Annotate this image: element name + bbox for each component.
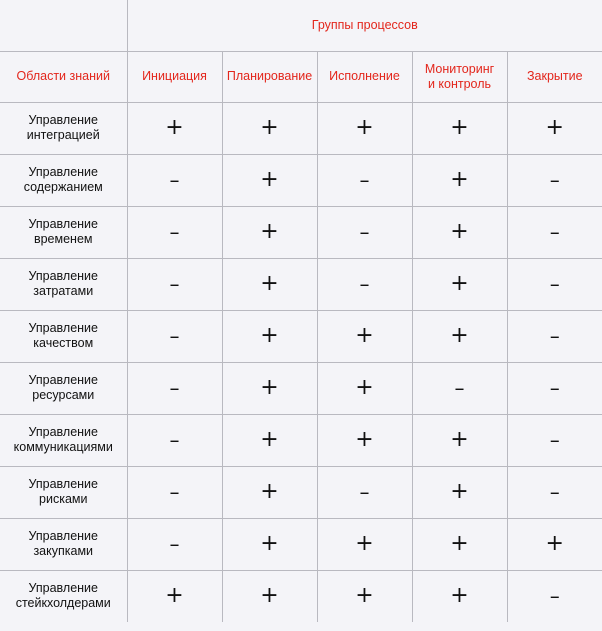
minus-mark-cell: – [127,154,222,206]
column-header: Закрытие [507,51,602,102]
knowledge-area-label: Управление ресурсами [0,362,127,414]
table-row [0,518,602,570]
column-header: Инициация [127,51,222,102]
plus-mark-cell: + [412,258,507,310]
minus-mark-cell: – [127,206,222,258]
plus-mark-cell: + [317,518,412,570]
knowledge-areas-header: Области знаний [0,51,127,102]
knowledge-area-label: Управление стейкхолдерами [0,570,127,622]
knowledge-area-label: Управление содержанием [0,154,127,206]
plus-mark-cell: + [127,570,222,622]
plus-mark-cell: + [317,414,412,466]
table-row [0,466,602,518]
minus-mark-cell: – [507,570,602,622]
plus-mark-cell: + [507,518,602,570]
plus-mark-cell: + [507,102,602,154]
plus-mark-cell: + [222,206,317,258]
minus-mark-cell: – [507,258,602,310]
plus-mark-cell: + [412,206,507,258]
corner-empty-cell [0,0,127,51]
minus-mark-cell: – [507,310,602,362]
plus-mark-cell: + [412,154,507,206]
column-header: Мониторинг и контроль [412,51,507,102]
plus-mark-cell: + [412,414,507,466]
plus-mark-cell: + [317,570,412,622]
table-row [0,206,602,258]
minus-mark-cell: – [127,362,222,414]
minus-mark-cell: – [412,362,507,414]
table-row [0,258,602,310]
minus-mark-cell: – [317,206,412,258]
plus-mark-cell: + [412,518,507,570]
minus-mark-cell: – [507,362,602,414]
minus-mark-cell: – [317,154,412,206]
knowledge-area-label: Управление качеством [0,310,127,362]
minus-mark-cell: – [127,310,222,362]
minus-mark-cell: – [507,414,602,466]
minus-mark-cell: – [507,466,602,518]
plus-mark-cell: + [222,310,317,362]
plus-mark-cell: + [222,258,317,310]
table-row [0,362,602,414]
plus-mark-cell: + [222,102,317,154]
plus-mark-cell: + [317,102,412,154]
plus-mark-cell: + [317,362,412,414]
plus-mark-cell: + [317,310,412,362]
minus-mark-cell: – [127,414,222,466]
minus-mark-cell: – [127,518,222,570]
process-groups-header: Группы процессов [127,0,602,51]
knowledge-area-label: Управление рисками [0,466,127,518]
knowledge-area-label: Управление закупками [0,518,127,570]
table-row [0,570,602,622]
column-header: Планирование [222,51,317,102]
table-row [0,310,602,362]
column-header: Исполнение [317,51,412,102]
plus-mark-cell: + [222,362,317,414]
plus-mark-cell: + [412,310,507,362]
minus-mark-cell: – [127,258,222,310]
plus-mark-cell: + [222,570,317,622]
plus-mark-cell: + [412,102,507,154]
knowledge-area-label: Управление затратами [0,258,127,310]
knowledge-area-label: Управление коммуникациями [0,414,127,466]
knowledge-area-label: Управление интеграцией [0,102,127,154]
minus-mark-cell: – [317,466,412,518]
plus-mark-cell: + [222,466,317,518]
table-row [0,414,602,466]
table-row [0,102,602,154]
plus-mark-cell: + [222,518,317,570]
minus-mark-cell: – [507,206,602,258]
plus-mark-cell: + [222,414,317,466]
plus-mark-cell: + [412,570,507,622]
plus-mark-cell: + [222,154,317,206]
minus-mark-cell: – [127,466,222,518]
plus-mark-cell: + [412,466,507,518]
plus-mark-cell: + [127,102,222,154]
minus-mark-cell: – [317,258,412,310]
minus-mark-cell: – [507,154,602,206]
table-row [0,154,602,206]
knowledge-area-label: Управление временем [0,206,127,258]
